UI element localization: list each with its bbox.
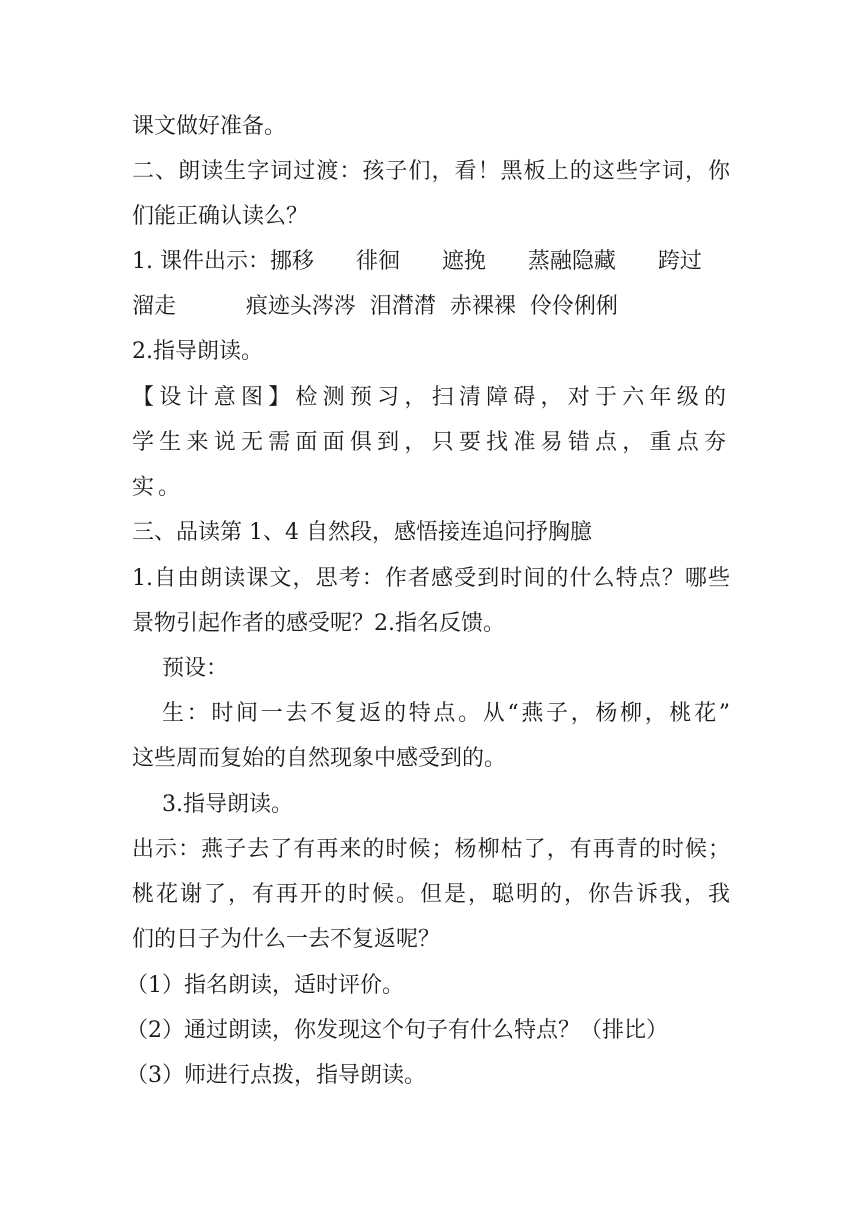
text-line: 生：时间一去不复返的特点。从“燕子，杨柳，桃花” bbox=[162, 701, 730, 726]
vocabulary-line: 溜走 痕迹头涔涔 泪潸潸 赤裸裸 伶伶俐俐 bbox=[132, 294, 618, 319]
text-line: 们的日子为什么一去不复返呢？ bbox=[132, 927, 441, 952]
text-line: 1.自由朗读课文，思考：作者感受到时间的什么特点？哪些 bbox=[132, 566, 730, 591]
text-line: 景物引起作者的感受呢？2.指名反馈。 bbox=[132, 611, 505, 636]
text-line: 3.指导朗读。 bbox=[162, 792, 293, 817]
text-line: 二、朗读生字词过渡：孩子们，看！黑板上的这些字词，你 bbox=[132, 159, 730, 184]
text-line: 课文做好准备。 bbox=[132, 114, 287, 139]
text-line: 桃花谢了，有再开的时候。但是，聪明的，你告诉我，我 bbox=[132, 882, 730, 907]
list-item: （3）师进行点拨，指导朗读。 bbox=[126, 1063, 426, 1088]
vocabulary-line: 1. 课件出示：挪移 徘徊 遮挽 蒸融隐藏 跨过 bbox=[132, 249, 702, 274]
list-item: （1）指名朗读，适时评价。 bbox=[126, 973, 404, 998]
text-line: 预设： bbox=[162, 656, 229, 681]
text-line: 这些周而复始的自然现象中感受到的。 bbox=[132, 746, 507, 771]
design-intent-line: 学生来说无需面面俱到，只要找准易错点，重点夯 bbox=[132, 430, 730, 455]
design-intent-line: 实。 bbox=[132, 475, 185, 500]
list-item: （2）通过朗读，你发现这个句子有什么特点？（排比） bbox=[126, 1018, 668, 1043]
text-line: 出示：燕子去了有再来的时候；杨柳枯了，有再青的时候； bbox=[132, 837, 730, 862]
design-intent-line: 【设计意图】检测预习，扫清障碍，对于六年级的 bbox=[132, 385, 730, 410]
text-line: 2.指导朗读。 bbox=[132, 339, 263, 364]
section-heading: 三、品读第 1、4 自然段，感悟接连追问抒胸臆 bbox=[132, 520, 592, 545]
text-line: 们能正确认读么？ bbox=[132, 204, 309, 229]
